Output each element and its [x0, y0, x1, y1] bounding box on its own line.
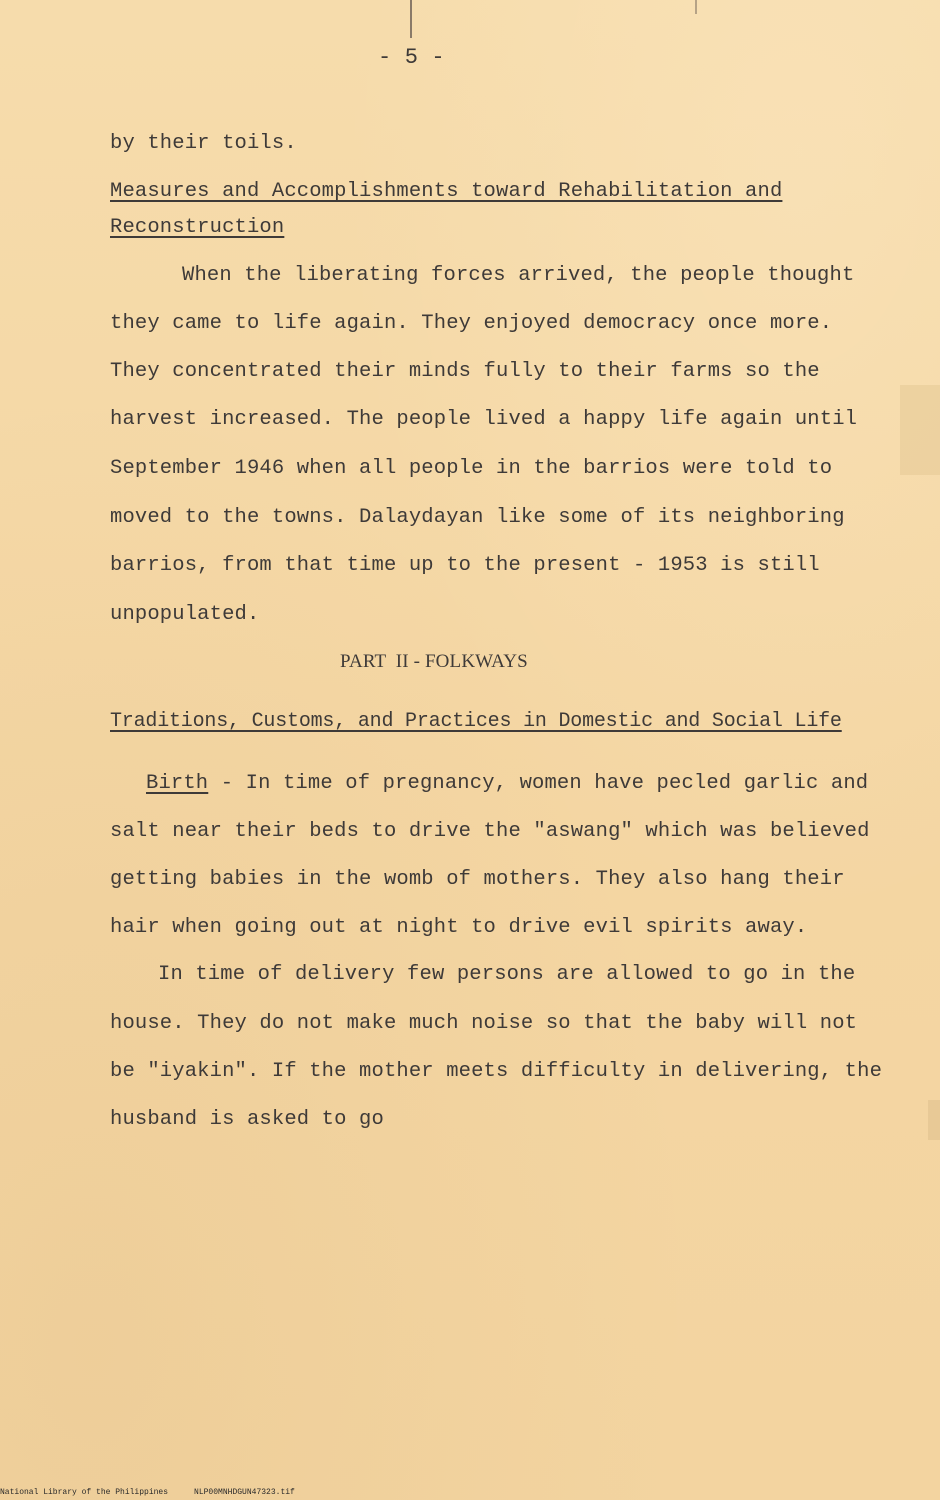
paragraph-line: moved to the towns. Dalaydayan like some of its neighboring [110, 506, 845, 529]
footer-library: National Library of the Philippines [0, 1488, 169, 1497]
paper-crease [695, 0, 697, 14]
paper-stain [928, 1100, 940, 1140]
page-number: - 5 - [378, 45, 445, 70]
paragraph-line: They concentrated their minds fully to their farms so the [110, 360, 820, 383]
section-heading-line: Reconstruction [110, 216, 285, 239]
paragraph-line: husband is asked to go [110, 1108, 384, 1131]
birth-paragraph-first-line [146, 772, 868, 796]
birth-label: Birth [146, 772, 209, 795]
paper-crease [410, 0, 412, 38]
paragraph-line: When the liberating forces arrived, the people thought [182, 264, 855, 287]
part-title: PART II - FOLKWAYS [340, 651, 528, 672]
section-heading-line: Traditions, Customs, and Practices in Domestic and Social Life [110, 710, 842, 733]
paragraph-line: hair when going out at night to drive evil spirits away. [110, 916, 808, 939]
birth-line-text: - In time of pregnancy, women have pecled garlic and [208, 772, 869, 795]
footer-file: NLP00MNHDGUN47323.tif [194, 1488, 295, 1497]
continuation-line: by their toils. [110, 132, 297, 155]
paragraph-line: September 1946 when all people in the barrios were told to [110, 457, 833, 480]
paragraph-line: barrios, from that time up to the present - 1953 is still [110, 554, 820, 577]
paragraph-line: house. They do not make much noise so that the baby will not [110, 1012, 858, 1035]
paragraph-line: harvest increased. The people lived a happy life again until [110, 408, 858, 431]
scan-footer [0, 1488, 295, 1498]
paper-stain [900, 385, 940, 475]
paragraph-line: unpopulated. [110, 603, 260, 626]
paragraph-line: salt near their beds to drive the "aswang" which was believed [110, 820, 870, 843]
paragraph-line: In time of delivery few persons are allowed to go in the [158, 963, 856, 986]
paragraph-line: they came to life again. They enjoyed democracy once more. [110, 312, 833, 335]
section-heading-line: Measures and Accomplishments toward Rehabilitation and [110, 180, 783, 203]
paragraph-line: getting babies in the womb of mothers. They also hang their [110, 868, 845, 891]
paragraph-line: be "iyakin". If the mother meets difficulty in delivering, the [110, 1060, 883, 1083]
